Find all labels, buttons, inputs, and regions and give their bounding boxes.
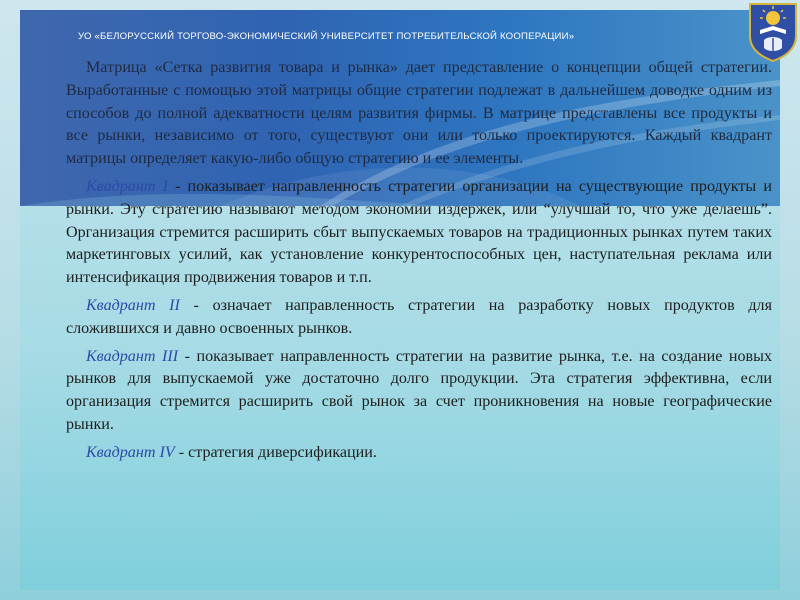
quadrant-2-text: - означает направленность стратегии на разработку новых продуктов для сложившихся и давно освоенных рынков. <box>66 296 772 337</box>
quadrant-1-label: Квадрант I <box>86 177 168 195</box>
university-coat-of-arms-icon <box>746 0 800 62</box>
header-title: УО «БЕЛОРУССКИЙ ТОРГОВО-ЭКОНОМИЧЕСКИЙ УНИВЕРСИТЕТ ПОТРЕБИТЕЛЬСКОЙ КООПЕРАЦИИ» <box>78 31 575 42</box>
quadrant-3-text: - показывает направленность стратегии на развитие рынка, т.е. на создание новых рынков для выпускаемой уже достаточно долго продукции. Эта стратегия эффективна, если организация стремится расширить свой рынок за счет проникновения на новые географические рынки. <box>66 347 772 433</box>
quadrant-2-paragraph <box>66 295 772 341</box>
intro-paragraph: Матрица «Сетка развития товара и рынка» дает представление о концепции общей стратегии. Выработанные с помощью этой матрицы общие стратегии подлежат в дальнейшем доводке одним из способов до полной адекватности целям развития фирмы. В матрице представлены все продукты и все рынки, независимо от того, существуют они или только проектируются. Каждый квадрант матрицы определяет какую-либо общую стратегию и ее элементы. <box>66 59 772 168</box>
slide <box>20 10 780 590</box>
quadrant-4-paragraph <box>66 442 772 465</box>
quadrant-1-paragraph <box>66 176 772 290</box>
quadrant-4-label: Квадрант IV <box>86 443 175 461</box>
quadrant-3-label: Квадрант III <box>86 347 179 365</box>
quadrant-1-text: - показывает направленность стратегии организации на существующие продукты и рынки. Эту стратегию называют методом экономии издержек, или “улучшай то, что уже делаешь”. Организация стремится расширить сбыт выпускаемых товаров на традиционных рынках путем таких маркетинговых усилий, как установление конкурентоспособных цен, наступательная реклама или интенсификация продвижения товаров и т.п. <box>66 177 772 287</box>
slide-text <box>66 57 772 470</box>
quadrant-3-paragraph <box>66 346 772 437</box>
quadrant-2-label: Квадрант II <box>86 296 180 314</box>
quadrant-4-text: - стратегия диверсификации. <box>174 443 377 461</box>
